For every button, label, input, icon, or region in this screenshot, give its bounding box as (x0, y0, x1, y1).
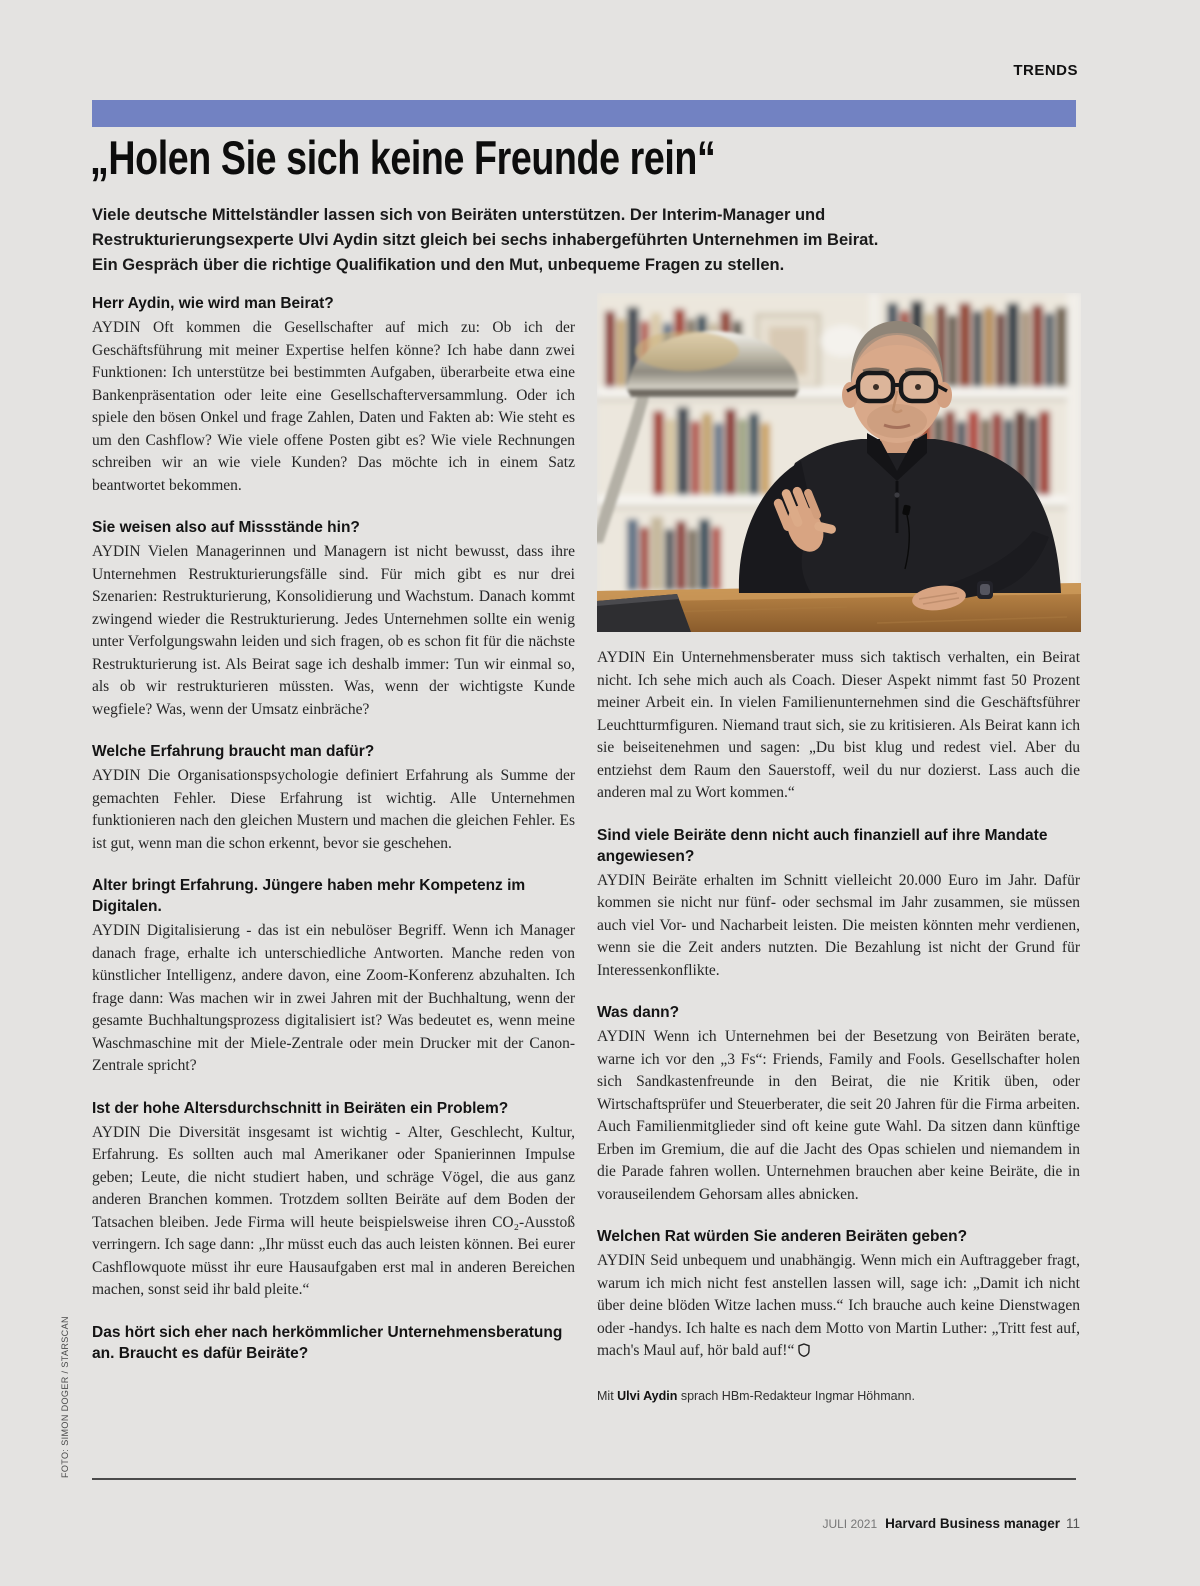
interview-answer (597, 1250, 1080, 1363)
interview-question: Sie weisen also auf Missstände hin? (92, 519, 360, 536)
portrait-photo (597, 293, 1080, 632)
qa-block (597, 1226, 1080, 1363)
interview-question: Das hört sich eher nach herkömmlicher Unternehmensberatung an. Braucht es dafür Beiräte? (92, 1323, 563, 1362)
interview-byline (597, 1389, 1080, 1403)
interview-question: Alter bringt Erfahrung. Jüngere haben mehr Kompetenz im Digitalen. (92, 877, 526, 915)
interview-question: Was dann? (597, 1004, 680, 1021)
column-left (92, 293, 575, 1403)
byline-name: Ulvi Aydin (617, 1388, 678, 1403)
section-label: TRENDS (1013, 62, 1078, 79)
qa-block (92, 517, 575, 721)
interview-answer: AYDIN Oft kommen die Gesellschafter auf mich zu: Ob ich der Geschäftsführung mit meiner Expertise helfen könne? Ich habe dann zwei Funktionen: Ich unterstütze bei bestimmten Aufgaben, überarbeite etwa eine Bankenpräsentation oder leite eine Gesellschafterversammlung. Oder ich spiele den bösen Onkel und frage Zahlen, Daten und Fakten ab: Wie steht es um den Cashflow? Wie viele offene Posten gibt es? Wie viele Rechnungen schreiben wir an wie viele Kunden? Das möchte ich in einem Satz beantwortet bekommen. (92, 319, 575, 494)
interview-question: Ist der hohe Altersdurchschnitt in Beiräten ein Problem? (92, 1099, 509, 1117)
qa-block (92, 1322, 575, 1364)
interview-answer: AYDIN Die Organisationspsychologie definiert Erfahrung als Summe der gemachten Fehler. Diese Erfahrung ist wichtig. Alle Unternehmen funktionieren nach den gleichen Mustern und machen die gleichen Fehler. Es ist gut, wenn man die schon erkennt, bevor sie geschehen. (92, 767, 575, 852)
interview-question: Sind viele Beiräte denn nicht auch finanziell auf ihre Mandate angewiesen? (597, 826, 1048, 865)
footer-rule (92, 1478, 1076, 1480)
qa-block (597, 825, 1080, 983)
portrait-photo-illustration (597, 293, 1081, 632)
end-of-article-shield-icon (798, 1343, 810, 1357)
footer-issue: JULI 2021 (822, 1517, 878, 1531)
footer-magazine: Harvard Business manager (885, 1516, 1060, 1531)
interview-answer: AYDIN Vielen Managerinnen und Managern ist nicht bewusst, dass ihre Unternehmen Restrukturierungsfälle sind. Für mich gibt es nur drei Szenarien: Restrukturierung, Konsolidierung und Wachstum. Danach kommt zwingend wieder die Restrukturierung. Jedes Unternehmen sollte ein wenig unter Verfolgungswahn leiden und sich fragen, ob es schon fit für die nächste Restrukturierung ist. Als Beirat sage ich deshalb immer: Tun wir einmal so, als ob wir restrukturieren müssten. Was, wenn der wichtigste Kunde wegfiele? Was, wenn der Umsatz einbräche? (92, 543, 575, 718)
interview-answer-text: AYDIN Seid unbequem und unabhängig. Wenn mich ein Auftraggeber fragt, warum ich mich nicht fest anstellen lassen will, sage ich: „Damit ich nicht über deine blöden Witze lachen muss.“ Ich brauche auch keine Dienstwagen oder -handys. Ich halte es nach dem Motto von Martin Luther: „Tritt fest auf, mach's Maul auf, hör bald auf!“ (597, 1252, 1080, 1359)
interview-question: Welche Erfahrung braucht man dafür? (92, 743, 375, 760)
page-title: „Holen Sie sich keine Freunde rein“ (90, 131, 716, 184)
qa-block (597, 647, 1080, 805)
article-intro: Viele deutsche Mittelständler lassen sich von Beiräten unterstützen. Der Interim-Manager und Restrukturierungsexperte Ulvi Aydin sitzt gleich bei sechs inhabergeführten Unternehmen im Beirat. Ein Gespräch über die richtige Qualifikation und den Mut, unbequeme Fragen zu stellen. (92, 206, 879, 274)
column-right (597, 293, 1080, 1403)
byline-prefix: Mit (597, 1388, 618, 1403)
qa-block (92, 293, 575, 497)
qa-block (92, 1098, 575, 1302)
interview-question: Herr Aydin, wie wird man Beirat? (92, 295, 334, 312)
interview-answer: AYDIN Wenn ich Unternehmen bei der Besetzung von Beiräten berate, warne ich vor den „3 Fs“: Friends, Family and Fools. Gesellschafter holen sich Sandkastenfreunde in den Beirat, die nie Kritik üben, oder Wirtschaftsprüfer und Steuerberater, die seit 20 Jahren für die Firma arbeiten. Auch Familienmitglieder sind oft keine gute Wahl. Da sitzen dann künftige Erben im Gremium, die auf die Jacht des Opas schielen und niemandem in die Parade fahren wollen. Unternehmen brauchen aber keine Beiräte, die in vorauseilendem Gehorsam alles abnicken. (597, 1028, 1080, 1203)
article-columns (92, 293, 1080, 1403)
interview-answer: AYDIN Digitalisierung - das ist ein nebulöser Begriff. Wenn ich Manager danach frage, erhalte ich unterschiedliche Antworten. Manche reden von künstlicher Intelligenz, andere davon, eine Zoom-Konferenz abzuhalten. Ich frage dann: Was machen wir in zwei Jahren mit der Buchhaltung, wenn der gesamte Buchhaltungsprozess digitalisiert ist? Was bedeutet es, wenn meine Waschmaschine mit der Miele-Zentrale oder mein Drucker mit der Canon-Zentrale spricht? (92, 922, 575, 1074)
footer (822, 1516, 1080, 1531)
interview-question: Welchen Rat würden Sie anderen Beiräten geben? (597, 1228, 968, 1245)
qa-block (92, 741, 575, 855)
qa-block (597, 1002, 1080, 1206)
byline-suffix: sprach HBm-Redakteur Ingmar Höhmann. (677, 1388, 915, 1403)
interview-answer: AYDIN Ein Unternehmensberater muss sich taktisch verhalten, ein Beirat nicht. Ich sehe mich auch als Coach. Dieser Aspekt nimmt fast 50 Prozent meiner Arbeit ein. In vielen Familienunternehmen sind die Geschäftsführer Leuchtturmfiguren. Niemand traut sich, sie zu kritisieren. Als Beirat kann ich sie beiseitenehmen und sagen: „Du bist klug und redest viel. Aber du entziehst dem Raum den Sauerstoff, weil du nur dozierst. Lass auch die anderen mal zu Wort kommen.“ (597, 649, 1080, 801)
photo-credit: FOTO: SIMON DOGER / STARSCAN (60, 1316, 70, 1478)
interview-answer: AYDIN Die Diversität insgesamt ist wichtig - Alter, Geschlecht, Kultur, Erfahrung. Es sollten auch mal Amerikaner oder Spanierinnen Impulse geben; Leute, die nicht studiert haben, und schräge Vögel, die aus ganz anderen Branchen kommen. Trotzdem sollten Beiräte auf dem Boden der Tatsachen bleiben. Jede Firma will heute beispielsweise ihren CO₂-Ausstoß verringern. Ich sage dann: „Ihr müsst euch das auch leisten können. Bei eurer Cashflowquote müsst ihr eure Hausaufgaben erst mal in anderen Bereichen machen, sonst seid ihr bald pleite.“ (92, 1123, 575, 1298)
qa-block (92, 875, 575, 1078)
accent-bar (92, 100, 1076, 127)
interview-answer: AYDIN Beiräte erhalten im Schnitt vielleicht 20.000 Euro im Jahr. Dafür kommen sie nicht nur fünf- oder sechsmal im Jahr zusammen, sie müssen auch viel Vor- und Nacharbeit leisten. Die meisten könnten mehr verdienen, wenn sie die Zeit anders nutzten. Die Bezahlung ist nicht der Grund für Interessenkonflikte. (597, 871, 1080, 979)
footer-page-number: 11 (1065, 1516, 1080, 1531)
